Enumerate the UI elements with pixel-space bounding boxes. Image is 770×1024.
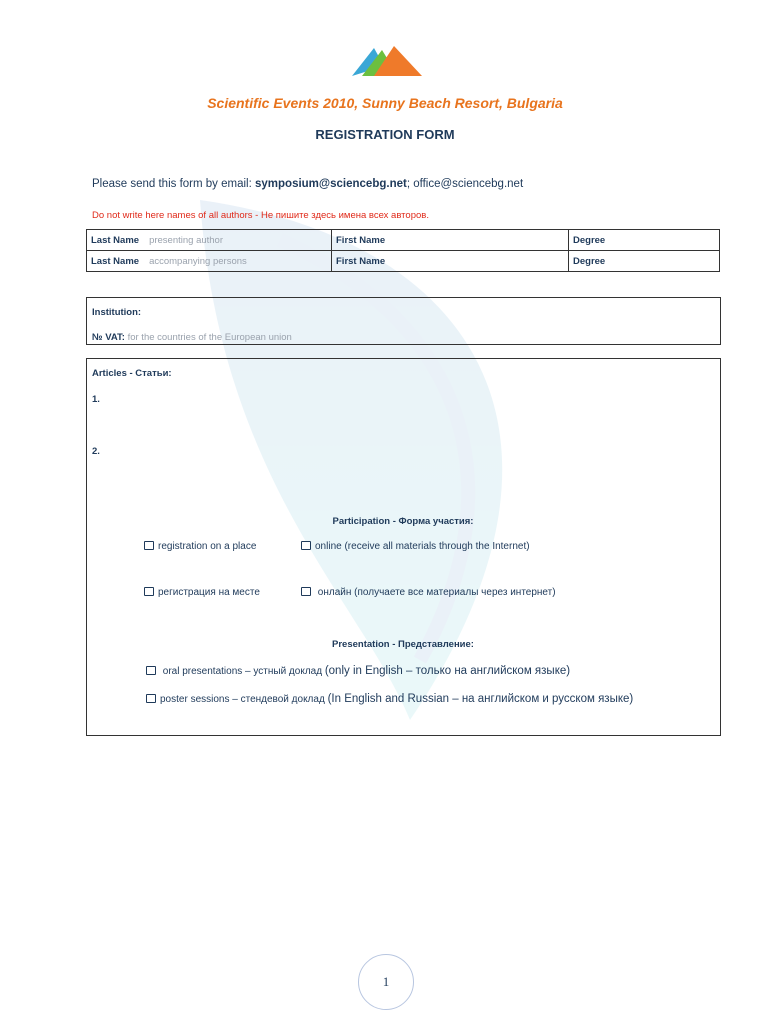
option-note: (In English and Russian – на английском и русском языке)	[327, 693, 634, 705]
option-label: poster sessions – стендевой доклад	[160, 694, 328, 705]
event-title: Scientific Events 2010, Sunny Beach Resort, Bulgaria	[207, 95, 563, 111]
vat-line	[92, 332, 292, 343]
option-label: online (receive all materials through the Internet)	[315, 541, 530, 552]
articles-label: Articles - Статьи:	[92, 368, 172, 379]
form-title: REGISTRATION FORM	[315, 127, 455, 142]
secondary-email-link[interactable]: office@sciencebg.net	[413, 178, 524, 190]
presenting-author-row	[87, 230, 720, 251]
degree-label: Degree	[573, 234, 606, 246]
checkbox-icon[interactable]	[146, 694, 156, 703]
presentation-header: Presentation - Представление:	[332, 639, 474, 650]
page-number: 1	[358, 954, 414, 1010]
first-name-field[interactable]	[332, 230, 569, 251]
article-1-number: 1.	[92, 394, 100, 405]
first-name-label: First Name	[336, 234, 386, 246]
option-note: (only in English – только на английском языке)	[324, 665, 571, 677]
article-2-number: 2.	[92, 446, 100, 457]
participation-header: Participation - Форма участия:	[332, 516, 474, 527]
degree-label: Degree	[573, 255, 606, 267]
names-table	[86, 229, 720, 272]
last-name-label: Last Name	[91, 234, 140, 246]
degree-field[interactable]	[569, 251, 720, 272]
option-registration-place[interactable]	[144, 541, 256, 552]
authors-warning: Do not write here names of all authors - Не пишите здесь имена всех авторов.	[92, 210, 429, 221]
checkbox-icon[interactable]	[146, 666, 156, 675]
degree-field[interactable]	[569, 230, 720, 251]
option-label: registration on a place	[158, 541, 257, 552]
vat-label: № VAT:	[92, 332, 125, 343]
checkbox-icon[interactable]	[301, 541, 311, 550]
institution-box[interactable]	[86, 297, 721, 345]
primary-email-link[interactable]: symposium@sciencebg.net	[255, 178, 407, 190]
option-label: онлайн (получаете все материалы через интернет)	[315, 587, 556, 598]
first-name-field[interactable]	[332, 251, 569, 272]
option-online-ru[interactable]	[301, 587, 556, 598]
mountain-logo	[348, 42, 424, 78]
institution-label: Institution:	[92, 307, 142, 318]
accompanying-person-row	[87, 251, 720, 272]
vat-hint: for the countries of the European union	[124, 332, 292, 343]
option-label: oral presentations – устный доклад	[160, 666, 325, 677]
option-oral-presentation[interactable]	[146, 665, 570, 677]
checkbox-icon[interactable]	[144, 587, 154, 596]
option-online[interactable]	[301, 541, 530, 552]
checkbox-icon[interactable]	[301, 587, 311, 596]
article-2-field[interactable]	[109, 441, 709, 463]
option-poster-session[interactable]	[146, 693, 633, 705]
first-name-label: First Name	[336, 255, 386, 267]
article-1-field[interactable]	[109, 389, 709, 411]
last-name-field[interactable]	[87, 230, 332, 251]
option-label: регистрация на месте	[158, 587, 260, 598]
email-prefix: Please send this form by email:	[92, 178, 255, 190]
email-instruction	[92, 178, 523, 190]
last-name-field[interactable]	[87, 251, 332, 272]
last-name-label: Last Name	[91, 255, 140, 267]
last-name-hint: accompanying persons	[149, 255, 247, 267]
last-name-hint: presenting author	[149, 234, 224, 246]
checkbox-icon[interactable]	[144, 541, 154, 550]
email-separator: ;	[406, 178, 414, 190]
option-registration-place-ru[interactable]	[144, 587, 260, 598]
